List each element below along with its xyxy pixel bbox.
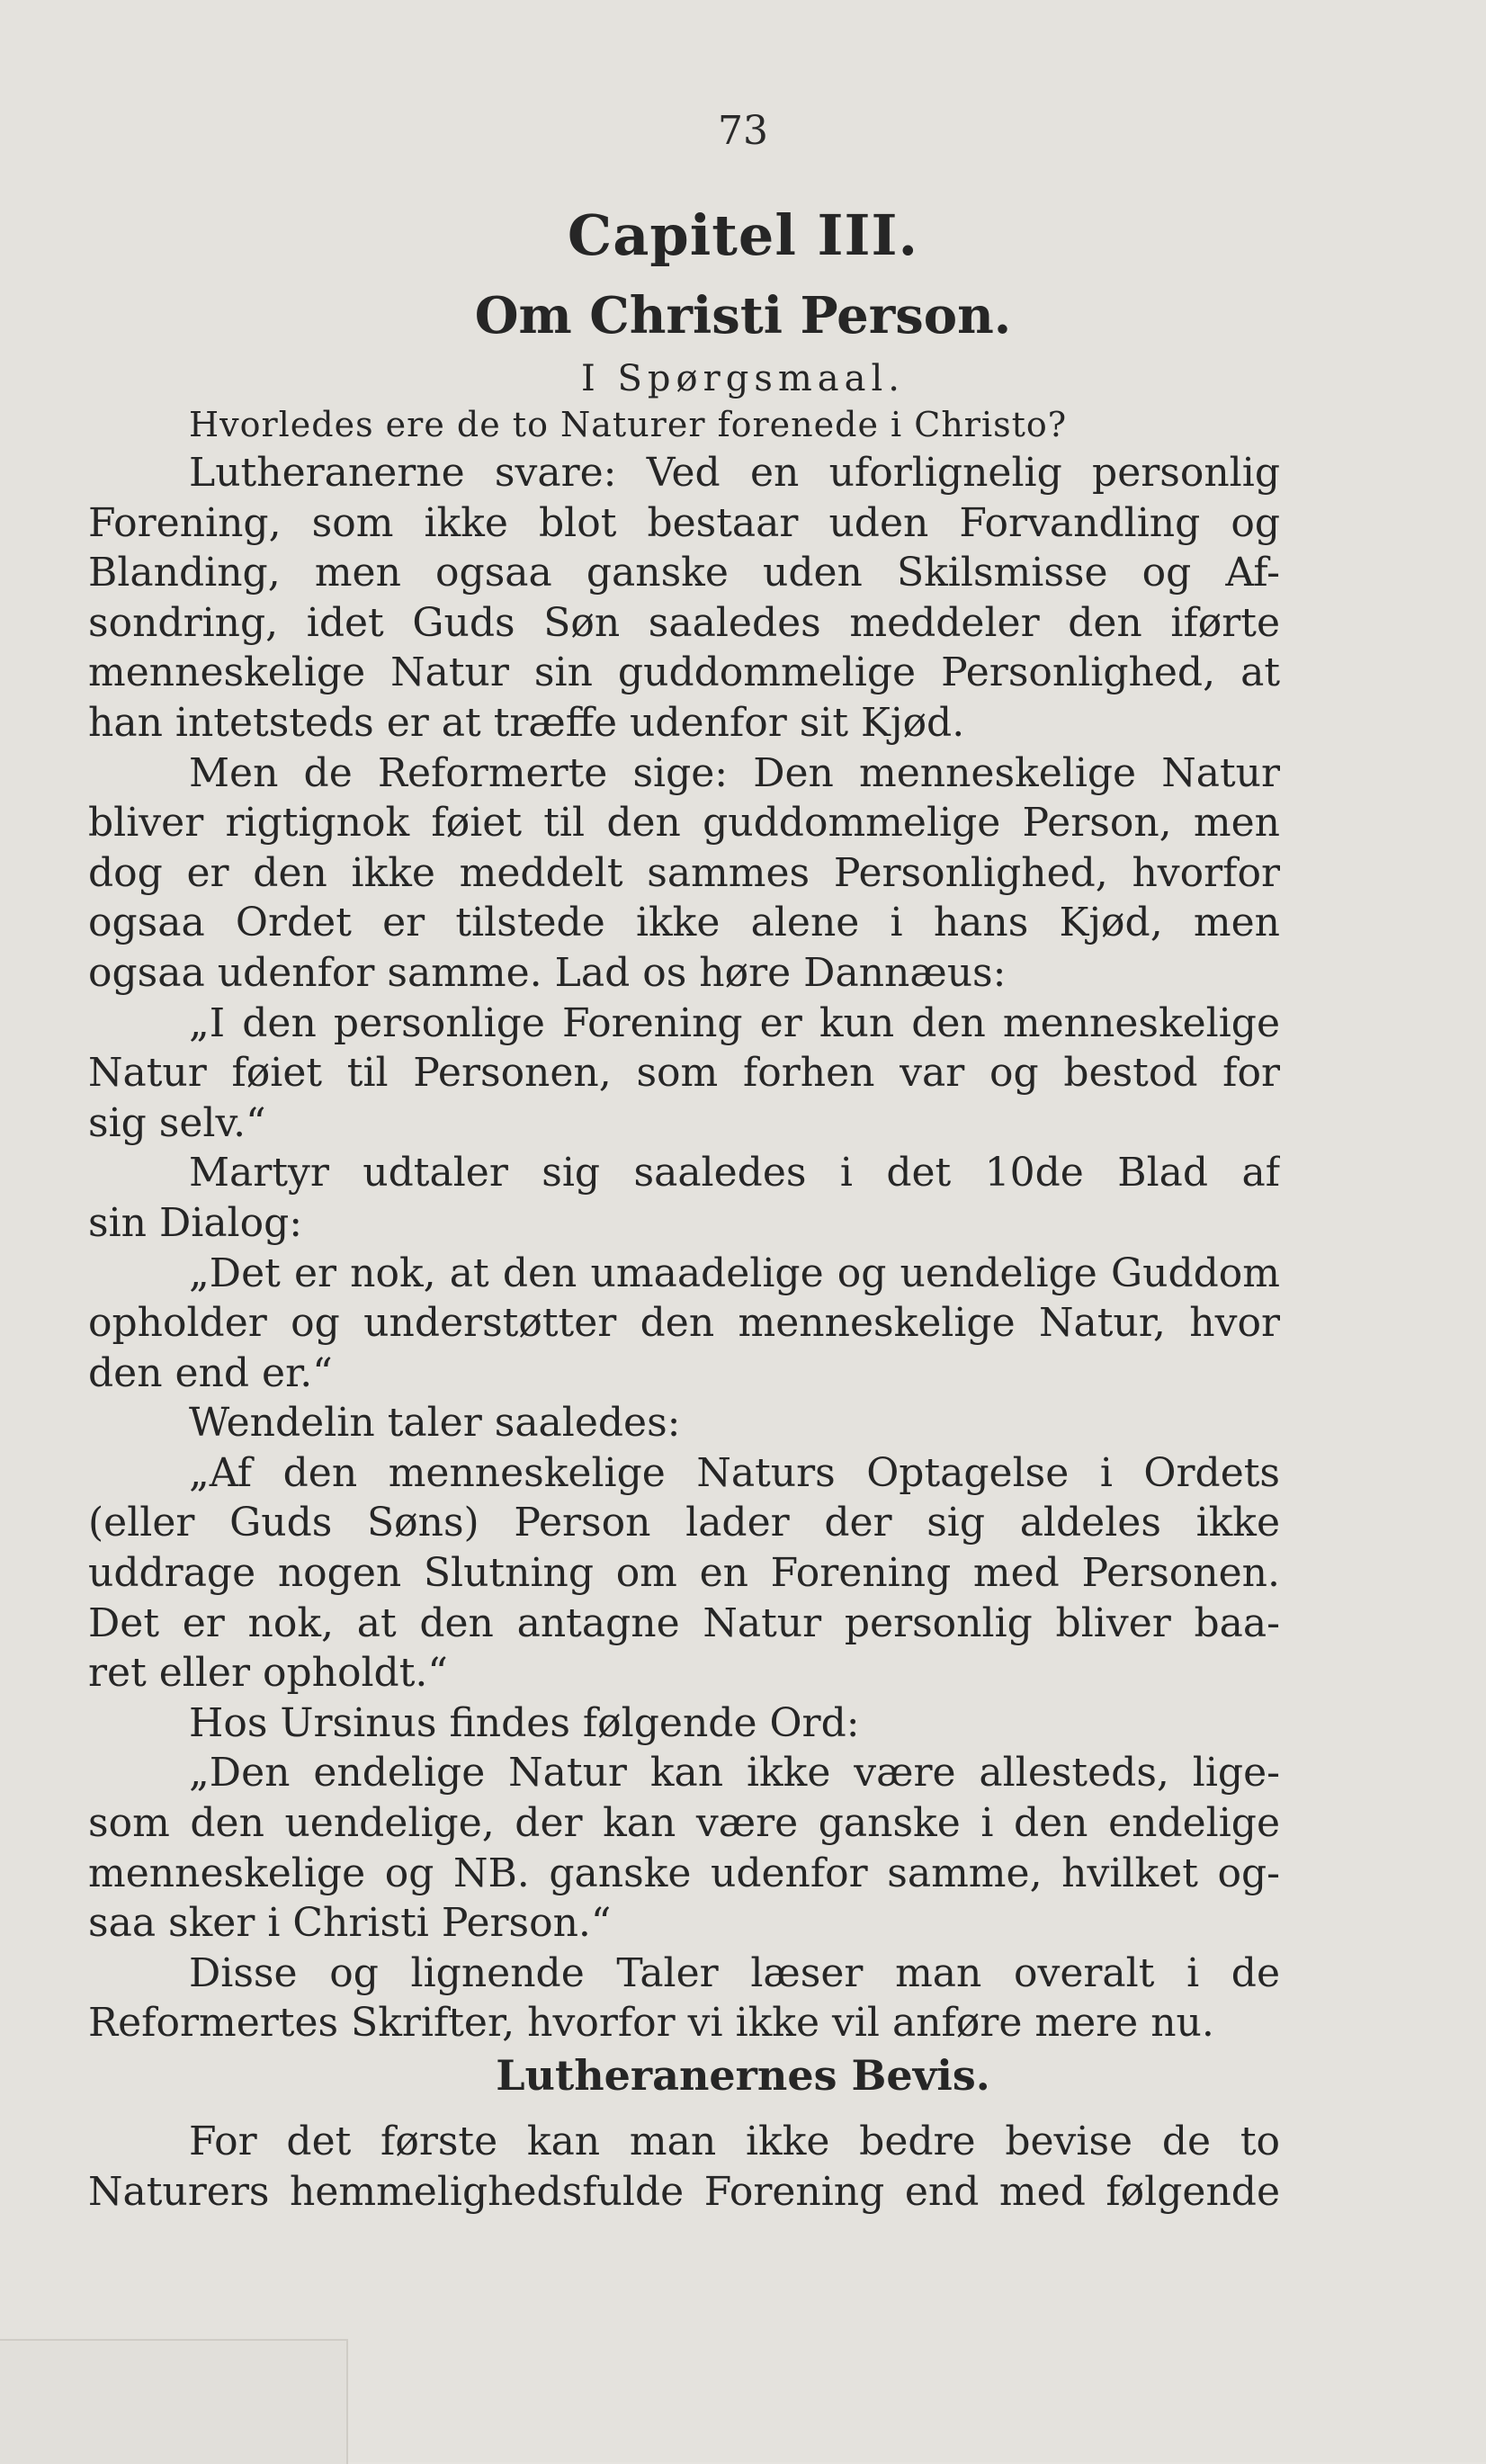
text-line: „Den endelige Natur kan ikke være allesteds, lige- — [189, 1750, 1280, 1796]
text-line: „I den personlige Forening er kun den menneskelige — [189, 999, 1280, 1046]
chapter-subtitle: Om Christi Person. — [474, 286, 1012, 345]
text-line: sin Dialog: — [88, 1199, 303, 1246]
chapter-title: Capitel III. — [567, 202, 919, 268]
text-line: Wendelin taler saaledes: — [189, 1400, 681, 1447]
text-line: Forening, som ikke blot bestaar uden Forvandling og — [88, 499, 1280, 546]
text-line: ogsaa Ordet er tilstede ikke alene i hans Kjød, men — [88, 900, 1280, 946]
text-line: „Det er nok, at den umaadelige og uendelige Guddom — [189, 1250, 1280, 1296]
text-line: (eller Guds Søns) Person lader der sig aldeles ikke — [88, 1500, 1280, 1546]
text-line: Men de Reformerte sige: Den menneskelige Natur — [189, 749, 1280, 796]
continuation-text — [88, 2117, 1280, 2217]
text-line: han intetsteds er at træffe udenfor sit Kjød. — [88, 699, 965, 746]
text-line: „Af den menneskelige Naturs Optagelse i Ordets — [189, 1449, 1280, 1496]
page-number: 73 — [718, 108, 768, 154]
text-line: For det første kan man ikke bedre bevise de to — [189, 2119, 1280, 2164]
question-text: Hvorledes ere de to Naturer forenede i Christo? — [189, 405, 1068, 444]
text-line: Disse og lignende Taler læser man overalt i de — [189, 1949, 1280, 1996]
text-line: Hos Ursinus findes følgende Ord: — [189, 1699, 860, 1746]
text-line: opholder og understøtter den menneskelige Natur, hvor — [88, 1300, 1280, 1347]
text-line: Reformertes Skrifter, hvorfor vi ikke vil anføre mere nu. — [88, 2000, 1214, 2047]
paper-fold-corner — [0, 2339, 348, 2464]
text-line: ret eller opholdt.“ — [88, 1650, 448, 1697]
text-line: ogsaa udenfor samme. Lad os høre Dannæus: — [88, 949, 1007, 996]
text-line: Blanding, men ogsaa ganske uden Skilsmisse og Af- — [88, 550, 1280, 596]
text-line: saa sker i Christi Person.“ — [88, 1900, 612, 1947]
text-line: bliver rigtignok føiet til den guddommelige Person, men — [88, 800, 1280, 847]
text-line: Naturers hemmelighedsfulde Forening end med følgende — [88, 2168, 1280, 2215]
text-line: som den uendelige, der kan være ganske i den endelige — [88, 1800, 1280, 1847]
text-line: sondring, idet Guds Søn saaledes meddeler den iførte — [88, 599, 1280, 646]
text-line: Natur føiet til Personen, som forhen var og bestod for — [88, 1050, 1280, 1097]
text-line: menneskelige og NB. ganske udenfor samme, hvilket og- — [88, 1850, 1280, 1896]
text-line: Martyr udtaler sig saaledes i det 10de Blad af — [189, 1150, 1280, 1196]
body-text — [88, 448, 1280, 2048]
text-line: dog er den ikke meddelt sammes Personlighed, hvorfor — [88, 849, 1280, 896]
text-line: Lutheranerne svare: Ved en uforlignelig personlig — [189, 450, 1280, 496]
text-line: menneskelige Natur sin guddommelige Personlighed, at — [88, 650, 1280, 696]
text-line: den end er.“ — [88, 1349, 333, 1396]
text-line: sig selv.“ — [88, 1099, 266, 1146]
text-line: uddrage nogen Slutning om en Forening med Personen. — [88, 1550, 1280, 1597]
text-line: Det er nok, at den antagne Natur personlig bliver baa- — [88, 1599, 1280, 1646]
question-heading: I Spørgsmaal. — [581, 358, 905, 399]
section-heading: Lutheranernes Bevis. — [496, 2051, 990, 2100]
